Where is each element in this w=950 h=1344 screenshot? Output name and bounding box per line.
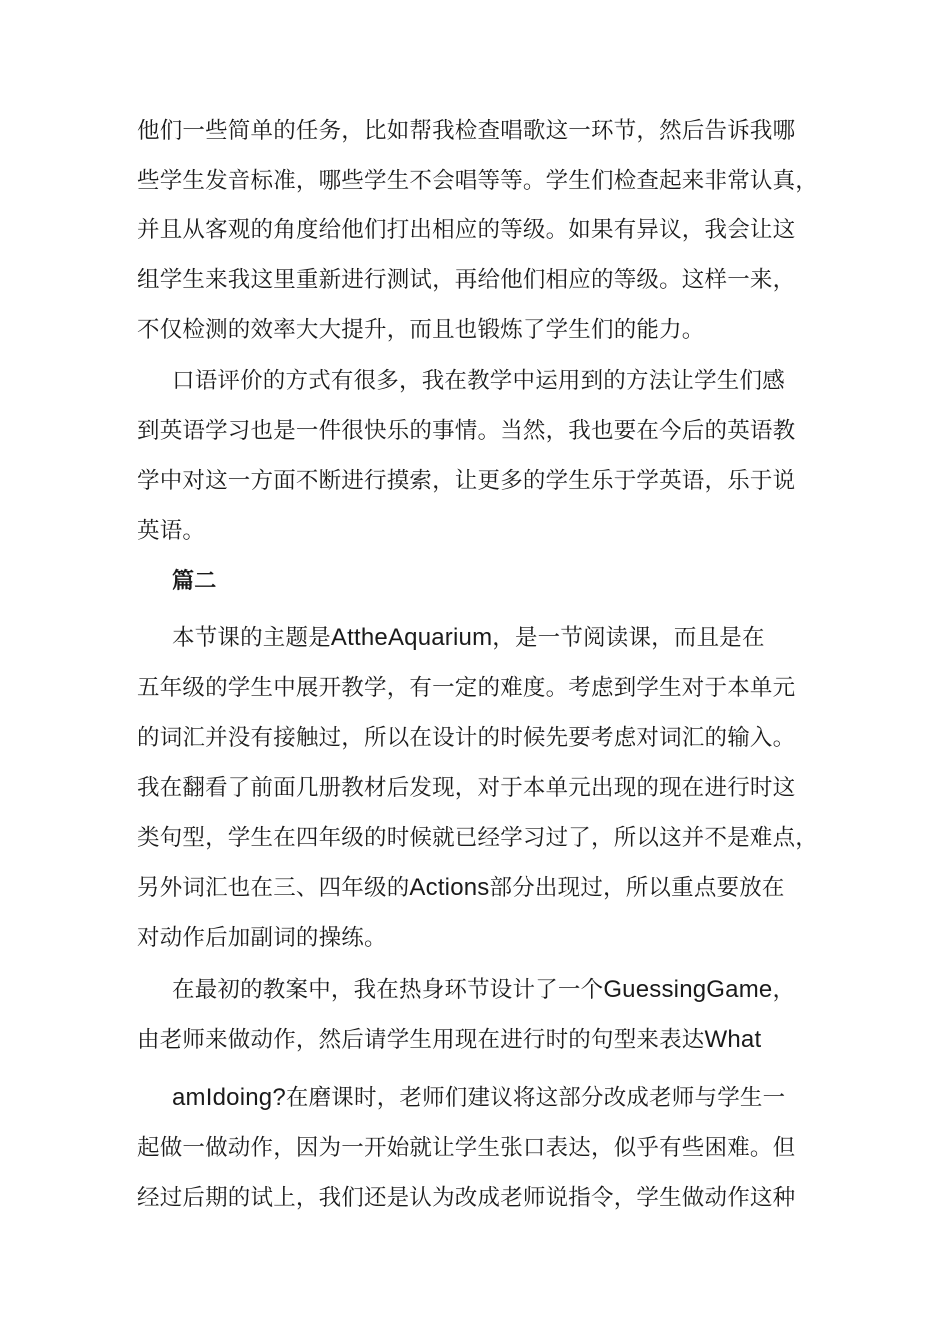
- latin-text: amIdoing?: [172, 1084, 286, 1111]
- text-line: amIdoing?在磨课时，老师们建议将这部分改成老师与学生一: [172, 1084, 786, 1111]
- text-line: 另外词汇也在三、四年级的Actions部分出现过，所以重点要放在: [137, 874, 785, 901]
- text-line: 五年级的学生中展开教学，有一定的难度。考虑到学生对于本单元: [137, 675, 796, 701]
- text-line: 起做一做动作，因为一开始就让学生张口表达，似乎有些困难。但: [137, 1135, 796, 1161]
- text-line: 组学生来我这里重新进行测试，再给他们相应的等级。这样一来，: [137, 267, 796, 293]
- text-line: 经过后期的试上，我们还是认为改成老师说指令，学生做动作这种: [137, 1185, 796, 1211]
- text-line: 由老师来做动作，然后请学生用现在进行时的句型来表达What: [137, 1026, 762, 1053]
- text-line: 英语。: [137, 518, 206, 544]
- text-line: 他们一些简单的任务，比如帮我检查唱歌这一环节，然后告诉我哪: [137, 118, 796, 144]
- text-line: 类句型，学生在四年级的时候就已经学习过了，所以这并不是难点，: [137, 825, 819, 851]
- text-line: 口语评价的方式有很多，我在教学中运用到的方法让学生们感: [172, 368, 785, 394]
- text-line: 的词汇并没有接触过，所以在设计的时候先要考虑对词汇的输入。: [137, 725, 796, 751]
- text-line: 些学生发音标准，哪些学生不会唱等等。学生们检查起来非常认真，: [137, 168, 819, 194]
- section-heading: 篇二: [172, 569, 217, 594]
- text-line: 我在翻看了前面几册教材后发现，对于本单元出现的现在进行时这: [137, 775, 796, 801]
- text-line: 并且从客观的角度给他们打出相应的等级。如果有异议，我会让这: [137, 217, 796, 243]
- latin-text: GuessingGame: [603, 976, 773, 1003]
- text-line: 对动作后加副词的操练。: [137, 925, 387, 951]
- latin-text: What: [704, 1026, 762, 1053]
- latin-text: Actions: [409, 874, 490, 901]
- text-line: 本节课的主题是AttheAquarium，是一节阅读课，而且是在: [172, 624, 765, 651]
- text-line: 不仅检测的效率大大提升，而且也锻炼了学生们的能力。: [137, 317, 705, 343]
- latin-text: AttheAquarium: [330, 624, 493, 651]
- text-line: 在最初的教案中，我在热身环节设计了一个GuessingGame，: [172, 976, 796, 1003]
- text-line: 学中对这一方面不断进行摸索，让更多的学生乐于学英语，乐于说: [137, 468, 796, 494]
- text-line: 到英语学习也是一件很快乐的事情。当然，我也要在今后的英语教: [137, 418, 796, 444]
